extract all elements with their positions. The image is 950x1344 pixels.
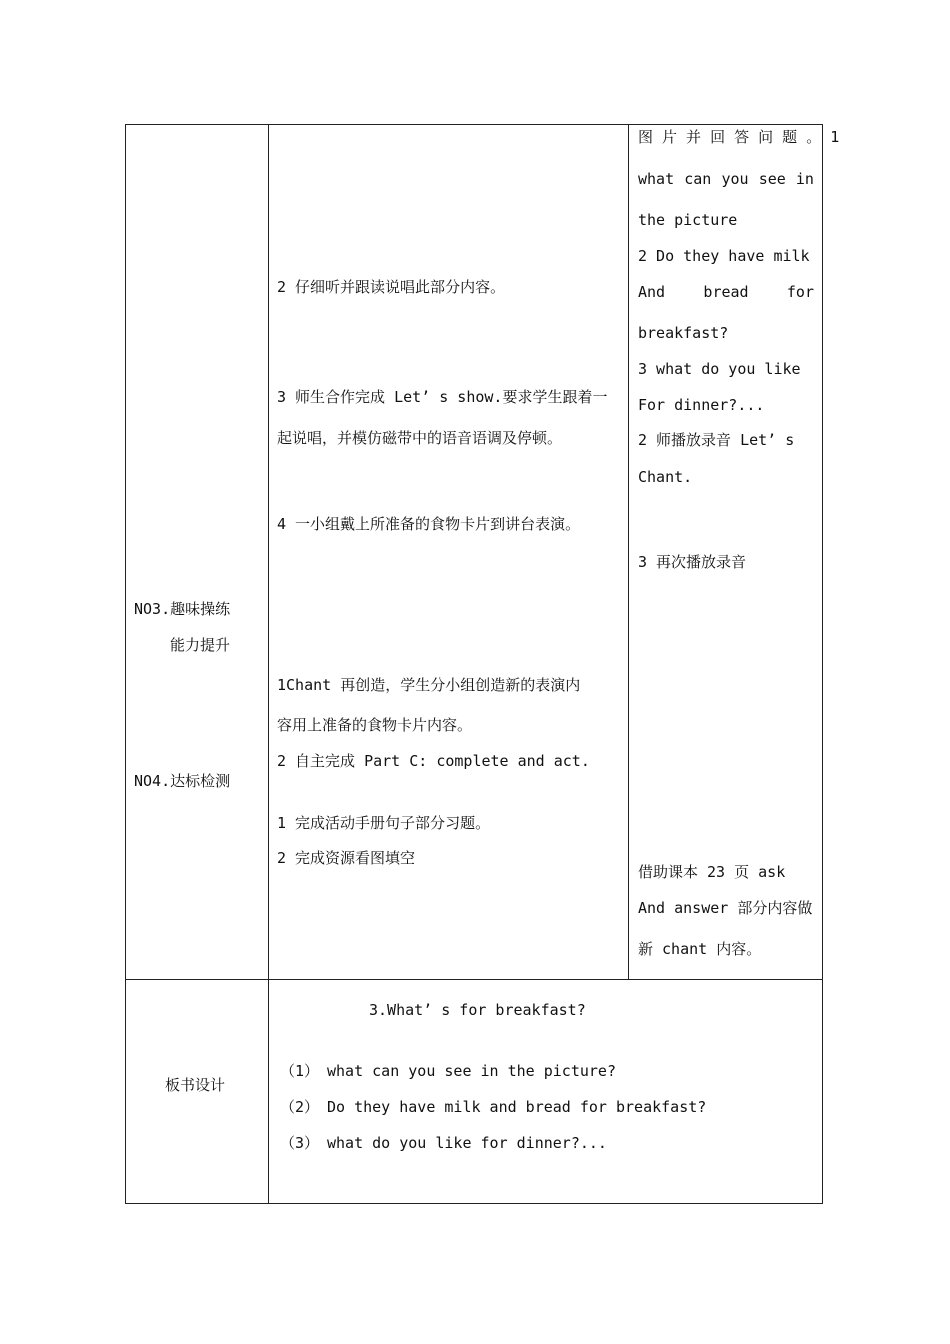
- table-divider-right: [628, 124, 629, 980]
- table-divider-left: [268, 124, 269, 1204]
- section-no3-subtitle: 能力提升: [170, 636, 231, 654]
- activity-item-3-line2: 起说唱，并模仿磁带中的语音语调及停顿。: [277, 429, 563, 447]
- teacher-note-line-12: 借助课本 23 页 ask: [638, 863, 786, 881]
- board-item-text: what can you see in the picture?: [327, 1062, 616, 1080]
- teacher-note-line-10: Chant.: [638, 468, 693, 486]
- section-no4-title: NO4.达标检测: [134, 772, 231, 790]
- teacher-note-line-5: [638, 285, 814, 300]
- activity-item-2: 2 仔细听并跟读说唱此部分内容。: [277, 278, 506, 296]
- table-row-divider: [125, 979, 823, 980]
- word: bread: [703, 283, 749, 301]
- teacher-note-line-3: the picture: [638, 211, 738, 229]
- board-design-title: 3.What’ s for breakfast?: [369, 1001, 586, 1019]
- teacher-note-line-2: [638, 172, 814, 187]
- no3-activity-2: 2 自主完成 Part C: complete and act.: [277, 752, 590, 770]
- word: in: [795, 170, 814, 188]
- board-design-label: 板书设计: [165, 1076, 226, 1094]
- board-item-text: Do they have milk and bread for breakfast?: [327, 1098, 707, 1116]
- word: you: [721, 170, 749, 188]
- teacher-note-line-13: And answer 部分内容做: [638, 899, 813, 917]
- board-item-number: （3）: [280, 1134, 320, 1152]
- teacher-note-line-6: breakfast?: [638, 324, 729, 342]
- no3-activity-1-line1: 1Chant 再创造，学生分小组创造新的表演内: [277, 676, 581, 694]
- board-item-text: what do you like for dinner?...: [327, 1134, 607, 1152]
- activity-item-4: 4 一小组戴上所准备的食物卡片到讲台表演。: [277, 515, 581, 533]
- board-item-number: （1）: [280, 1062, 320, 1080]
- word: can: [684, 170, 712, 188]
- word: see: [758, 170, 786, 188]
- activity-item-3-line1: 3 师生合作完成 Let’ s show.要求学生跟着一: [277, 388, 608, 406]
- section-no3-title: NO3.趣味操练: [134, 600, 231, 618]
- no3-activity-1-line2: 容用上准备的食物卡片内容。: [277, 716, 473, 734]
- no4-activity-2: 2 完成资源看图填空: [277, 849, 416, 867]
- teacher-note-line-4: 2 Do they have milk: [638, 247, 810, 265]
- no4-activity-1: 1 完成活动手册句子部分习题。: [277, 814, 491, 832]
- word: And: [638, 283, 666, 301]
- teacher-note-line-1: 图 片 并 回 答 问 题 。 1: [638, 128, 840, 146]
- teacher-note-line-11: 3 再次播放录音: [638, 553, 747, 571]
- board-item-number: （2）: [280, 1098, 320, 1116]
- teacher-note-line-9: 2 师播放录音 Let’ s: [638, 431, 795, 449]
- teacher-note-line-14: 新 chant 内容。: [638, 940, 762, 958]
- word: for: [786, 283, 814, 301]
- teacher-note-line-7: 3 what do you like: [638, 360, 801, 378]
- word: what: [638, 170, 675, 188]
- teacher-note-line-8: For dinner?...: [638, 396, 765, 414]
